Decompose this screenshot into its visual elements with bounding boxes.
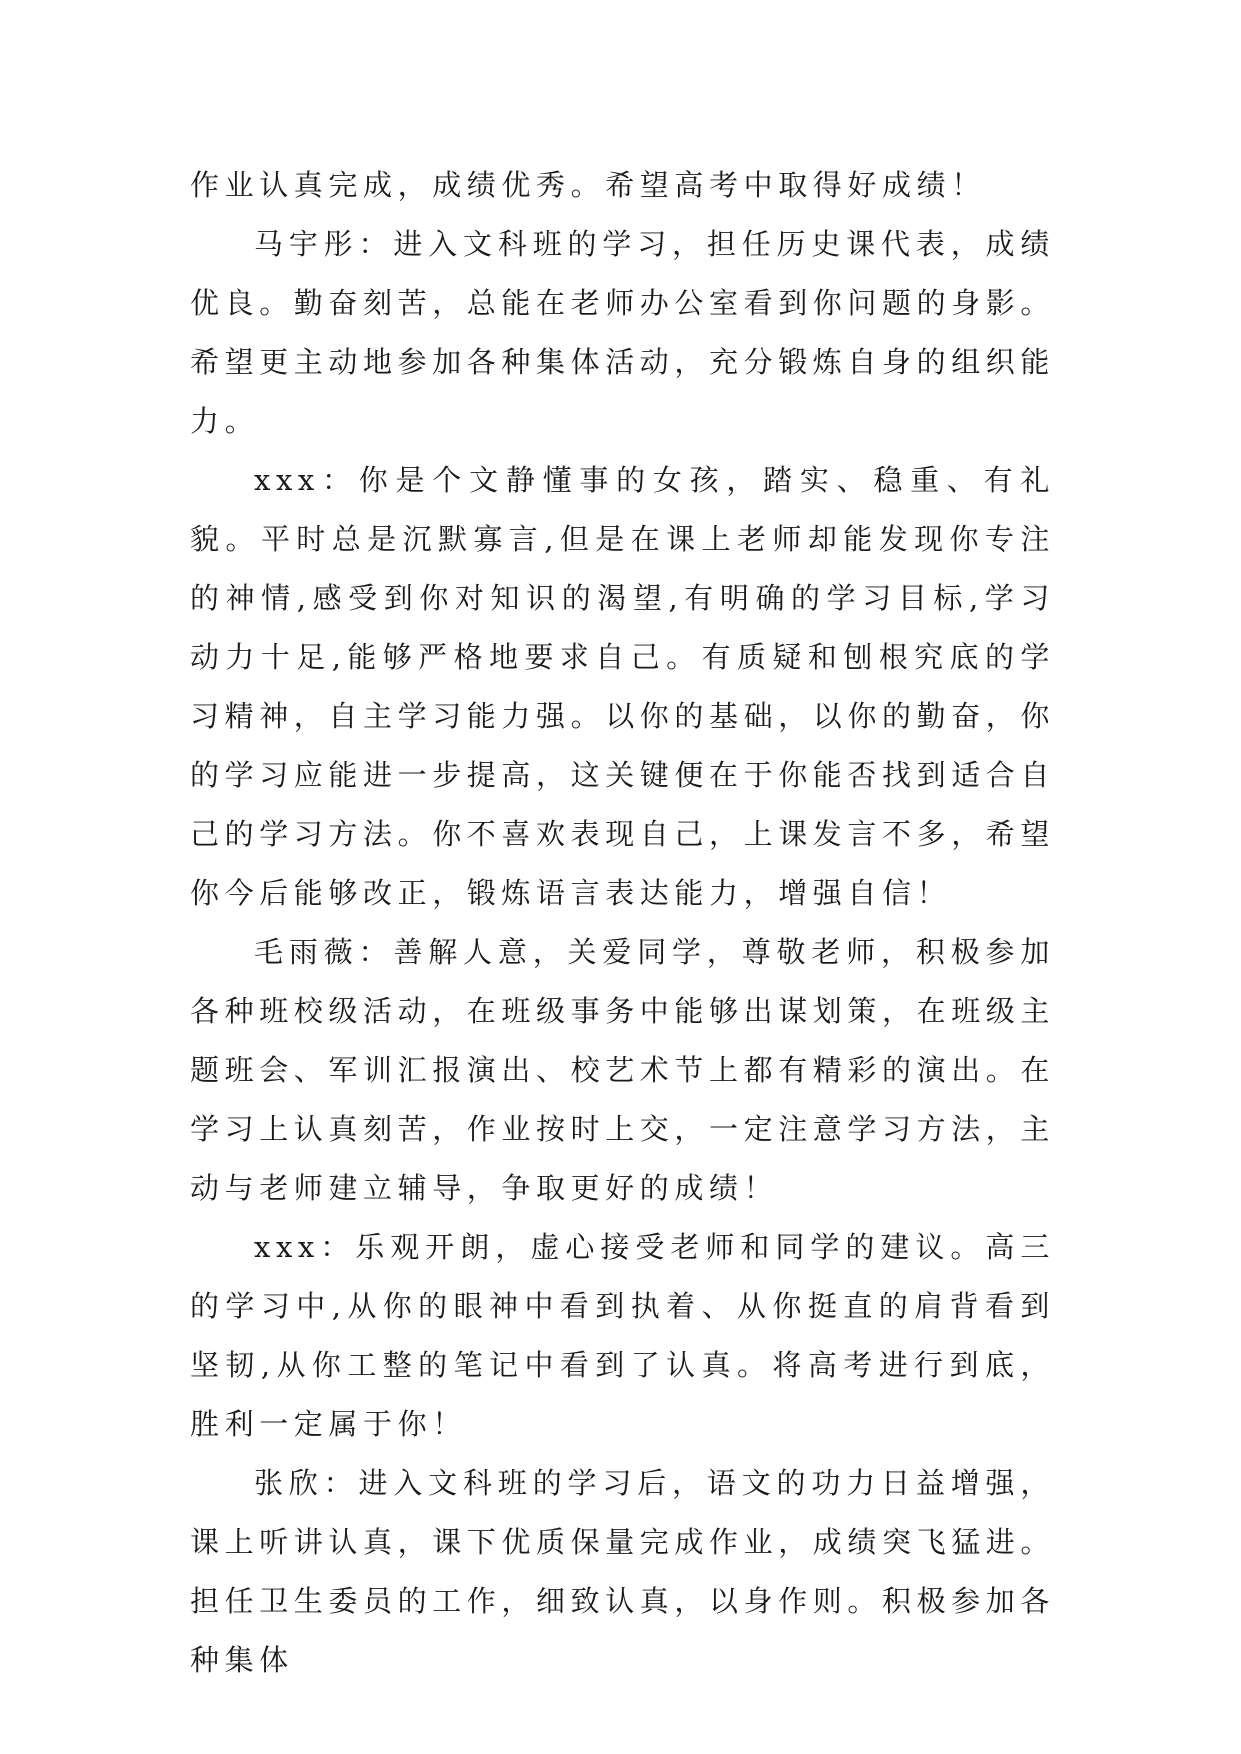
paragraph-comment-zhang-xin bbox=[190, 1454, 1055, 1690]
comment-text: 你是个文静懂事的女孩，踏实、稳重、有礼貌。平时总是沉默寡言,但是在课上老师却能发现你专注的神情,感受到你对知识的渴望,有明确的学习目标,学习动力十足,能够严格地要求自己。有质疑和刨根究底的学习精神，自主学习能力强。以你的基础，以你的勤奋，你的学习应能进一步提高，这关键便在于你能否找到适合自己的学习方法。你不喜欢表现自己，上课发言不多，希望你今后能够改正，锻炼语言表达能力，增强自信！ bbox=[190, 463, 1056, 910]
comment-text: 进入文科班的学习后，语文的功力日益增强，课上听讲认真，课下优质保量完成作业，成绩突飞猛进。担任卫生委员的工作，细致认真，以身作则。积极参加各种集体 bbox=[190, 1466, 1056, 1677]
comment-text: 乐观开朗，虚心接受老师和同学的建议。高三的学习中,从你的眼神中看到执着、从你挺直的肩背看到坚韧,从你工整的笔记中看到了认真。将高考进行到底，胜利一定属于你！ bbox=[190, 1230, 1055, 1441]
name-separator: ： bbox=[323, 1466, 359, 1500]
student-name: 毛雨薇 bbox=[254, 935, 359, 969]
student-name: 马宇彤 bbox=[254, 227, 359, 261]
paragraph-comment-xxx-2 bbox=[190, 1218, 1055, 1454]
name-separator: ： bbox=[319, 463, 359, 497]
comment-text: 作业认真完成，成绩优秀。希望高考中取得好成绩！ bbox=[190, 168, 986, 202]
paragraph-comment-xxx-1 bbox=[190, 451, 1055, 923]
comment-text: 善解人意，关爱同学，尊敬老师，积极参加各种班校级活动，在班级事务中能够出谋划策，在班级主题班会、军训汇报演出、校艺术节上都有精彩的演出。在学习上认真刻苦，作业按时上交，一定注意学习方法，主动与老师建立辅导，争取更好的成绩！ bbox=[190, 935, 1056, 1205]
document-body bbox=[190, 156, 1055, 1690]
paragraph-comment-mao-yuwei bbox=[190, 923, 1055, 1218]
name-separator: ： bbox=[319, 1230, 356, 1264]
comment-text: 进入文科班的学习，担任历史课代表，成绩优良。勤奋刻苦，总能在老师办公室看到你问题的身影。希望更主动地参加各种集体活动，充分锻炼自身的组织能力。 bbox=[190, 227, 1056, 438]
paragraph-comment-ma-yutong bbox=[190, 215, 1055, 451]
name-separator: ： bbox=[358, 935, 394, 969]
student-name: xxx bbox=[254, 463, 320, 497]
name-separator: ： bbox=[358, 227, 394, 261]
paragraph-continuation bbox=[190, 156, 1055, 215]
student-name: xxx bbox=[254, 1230, 320, 1264]
student-name: 张欣 bbox=[254, 1466, 324, 1500]
